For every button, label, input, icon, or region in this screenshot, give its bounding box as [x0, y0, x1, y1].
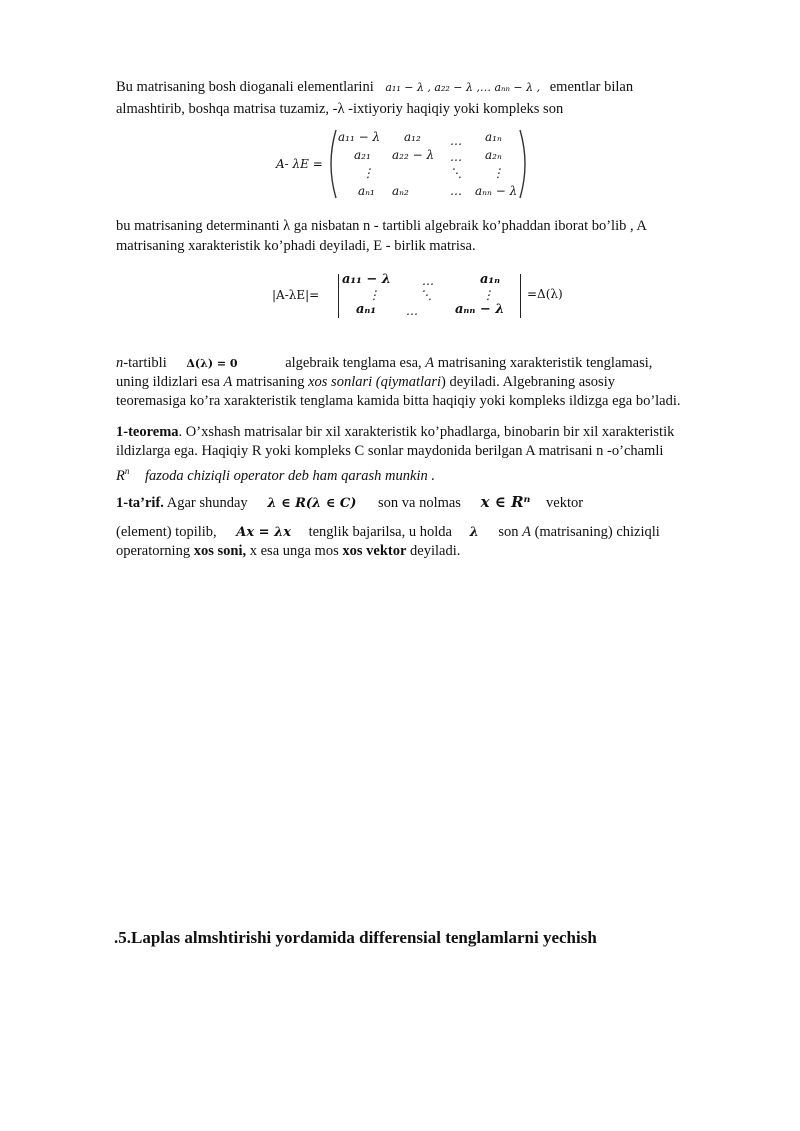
matrix-cell: a₁₂ [404, 130, 421, 144]
matrix-cell: a₁₁ − λ [338, 130, 381, 144]
text: bu matrisaning determinanti λ ga nisbatan n - tartibli algebraik ko’phaddan iborat bo’lib , A [116, 218, 647, 234]
lambda-formula: λ ∈ R(λ ∈ C) [267, 496, 357, 511]
paragraph-line [116, 217, 647, 235]
text: -tartibli [123, 355, 167, 371]
text: x esa unga mos [249, 543, 339, 559]
det-cell: aₙₙ − λ [455, 302, 505, 317]
eigen-equation: Ax = λx [236, 525, 291, 540]
det-rhs: =Δ(λ) [527, 287, 563, 301]
text: xos vektor [342, 543, 407, 559]
text: matrisaning xarakteristik tenglamasi, [437, 355, 653, 371]
text: almashtirib, boshqa matrisa tuzamiz, -λ -ixtiyoriy haqiqiy yoki kompleks son [116, 101, 564, 117]
text: tenglik bajarilsa, u holda [308, 524, 452, 540]
det-lhs: |A-λE|= [272, 288, 320, 302]
text: ementlar bilan [549, 79, 634, 95]
matrix-cell: … [450, 134, 462, 148]
vector-formula: x ∈ Rⁿ [480, 493, 531, 511]
paragraph-line [116, 462, 435, 485]
char-equation: Δ(λ) = 0 [186, 357, 238, 370]
text: matrisaning [236, 374, 305, 390]
det-cell: aₙ₁ [356, 302, 377, 317]
det-cell: a₁ₙ [480, 272, 501, 287]
text: fazoda chiziqli operator deb ham qarash munkin . [144, 467, 435, 484]
text: operatorning [116, 543, 191, 559]
left-paren [326, 128, 338, 200]
text: . O’xshash matrisalar bir xil xarakteristik ko’phadlarga, binobarin bir xil xarakteristik [178, 424, 675, 440]
matrix-cell: a₂ₙ [485, 148, 502, 162]
paragraph-line [116, 78, 633, 97]
matrix-cell: aₙ₂ [392, 184, 409, 198]
text: matrisaning xarakteristik ko’phadi deyiladi, E - birlik matrisa. [116, 238, 476, 254]
matrix-equation [270, 128, 540, 200]
paragraph-line [116, 493, 583, 513]
matrix-cell: aₙ₁ [358, 184, 375, 198]
det-cell: a₁₁ − λ [342, 272, 391, 287]
matrix-lhs: A- λE = [276, 157, 323, 171]
det-cell: ⋮ [482, 288, 494, 302]
text: ildizlarga ega. Haqiqiy R yoki kompleks C sonlar maydonida berilgan A matrisani n -o’chamli [116, 443, 664, 459]
right-paren [518, 128, 530, 200]
theorem-label: 1-teorema [116, 424, 179, 440]
text: son va nolmas [377, 495, 461, 511]
paragraph-line [116, 523, 660, 542]
matrix-cell: ⋮ [362, 166, 374, 180]
text: vektor [546, 495, 584, 511]
matrix-cell: ⋱ [450, 166, 462, 180]
matrix-cell: a₂₁ [354, 148, 371, 162]
text: (matrisaning) chiziqli [534, 524, 660, 540]
text: n [116, 355, 124, 371]
paragraph-line [116, 392, 681, 410]
diagonal-elements-formula: a₁₁ − λ , a₂₂ − λ ,… aₙₙ − λ , [385, 81, 541, 94]
paragraph-line [116, 542, 460, 560]
text: R [116, 467, 125, 484]
section-heading: .5.Laplas almshtirishi yordamida differensial tenglamlarni yechish [114, 928, 597, 947]
matrix-cell: a₂₂ − λ [392, 148, 435, 162]
text: uning ildizlari esa [116, 374, 220, 390]
text: A [223, 374, 233, 390]
text: n [124, 466, 130, 476]
det-right-bar [520, 274, 521, 318]
paragraph-line [116, 373, 615, 391]
paragraph-line [116, 423, 674, 441]
matrix-cell: aₙₙ − λ [475, 184, 518, 198]
paragraph-line [116, 354, 652, 373]
text: son [498, 524, 519, 540]
matrix-cell: a₁ₙ [485, 130, 502, 144]
text: A [522, 524, 531, 540]
text: teoremasiga ko’ra xarakteristik tenglama kamida bitta haqiqiy yoki kompleks ildizga ega bo’ladi. [116, 393, 681, 409]
text: xos soni, [193, 543, 247, 559]
matrix-cell: … [450, 150, 462, 164]
determinant-equation [272, 272, 592, 322]
text: (element) topilib, [116, 524, 217, 540]
det-left-bar [338, 274, 339, 318]
text: xos sonlari (qiymatlari [308, 374, 442, 390]
lambda-symbol: λ [469, 525, 479, 540]
det-cell: … [406, 304, 418, 318]
paragraph-line [116, 100, 563, 118]
text: deyiladi. [410, 543, 461, 559]
text: A [425, 355, 435, 371]
paragraph-line [116, 237, 476, 255]
paragraph-line [116, 442, 663, 460]
text: ) deyiladi. Algebraning asosiy [441, 374, 615, 390]
det-cell: ⋮ [368, 288, 380, 302]
det-cell: … [422, 274, 434, 288]
matrix-cell: … [450, 184, 462, 198]
det-cell: ⋱ [420, 288, 432, 302]
matrix-cell: ⋮ [492, 166, 504, 180]
text: Agar shunday [166, 495, 248, 511]
text: algebraik tenglama esa, [285, 355, 422, 371]
text: Bu matrisaning bosh dioganali elementlarini [116, 79, 374, 95]
definition-label: 1-ta’rif. [116, 495, 164, 511]
